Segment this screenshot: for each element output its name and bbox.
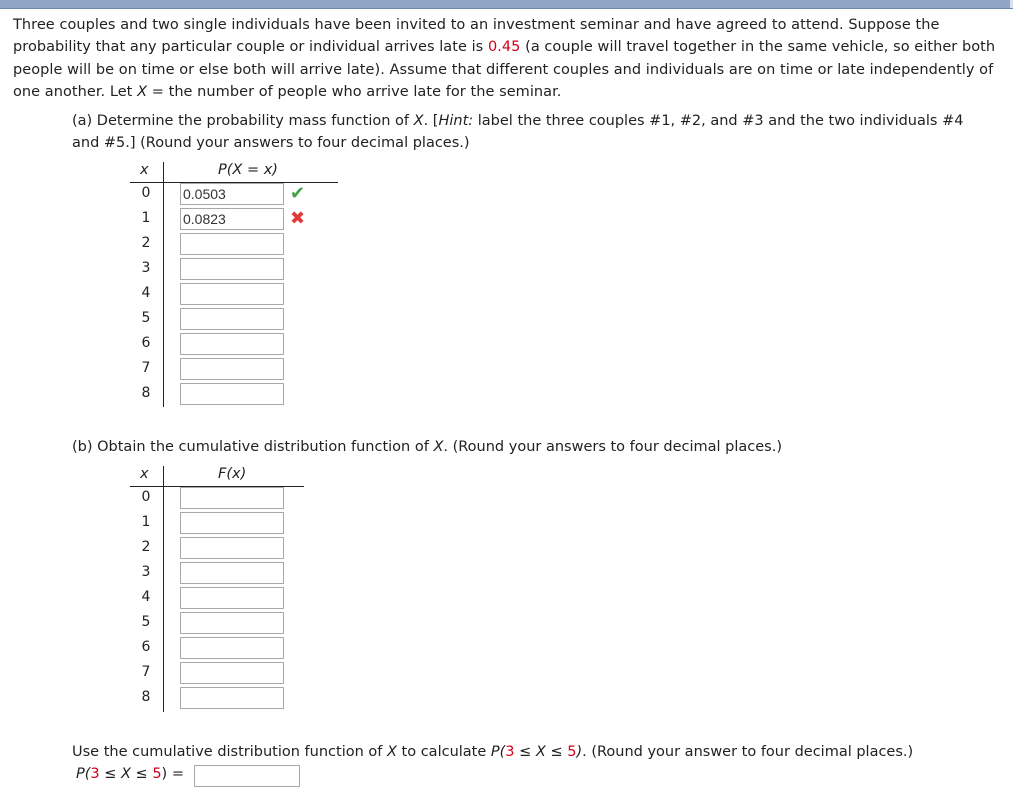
- cross-icon: ✖: [290, 208, 306, 229]
- pmf-row-x: 3: [141, 260, 151, 276]
- final-text-3: . (Round your answer to four decimal places.): [582, 744, 914, 760]
- final-text-1: Use the cumulative distribution function of: [72, 744, 387, 760]
- pmf-row-x: 4: [141, 285, 151, 301]
- cdf-row-x: 3: [141, 564, 151, 580]
- cdf-row-x: 5: [141, 614, 151, 630]
- cdf-header-x: x: [140, 466, 149, 482]
- final-answer-label: P(3 ≤ X ≤ 5) =: [76, 766, 184, 782]
- pmf-input-3[interactable]: [180, 258, 284, 280]
- cdf-input-1[interactable]: [180, 512, 284, 534]
- final-answer-input[interactable]: [194, 765, 300, 787]
- pmf-row-x: 8: [141, 385, 151, 401]
- cdf-row-x: 6: [141, 639, 151, 655]
- cdf-input-0[interactable]: [180, 487, 284, 509]
- part-a-prompt: [72, 110, 992, 155]
- cdf-input-7[interactable]: [180, 662, 284, 684]
- part-b-variable: X: [433, 439, 444, 455]
- cdf-input-5[interactable]: [180, 612, 284, 634]
- pmf-input-4[interactable]: [180, 283, 284, 305]
- final-expression: P(3 ≤ X ≤ 5): [490, 744, 583, 760]
- pmf-table: [130, 162, 340, 407]
- cdf-header-f: F(x): [218, 466, 247, 482]
- cdf-input-8[interactable]: [180, 687, 284, 709]
- pmf-input-7[interactable]: [180, 358, 284, 380]
- hint-label: Hint:: [438, 113, 474, 129]
- cdf-table: [130, 466, 305, 712]
- pmf-input-8[interactable]: [180, 383, 284, 405]
- pmf-row-x: 7: [141, 360, 151, 376]
- part-b-prompt: [72, 436, 992, 458]
- pmf-row-x: 2: [141, 235, 151, 251]
- final-text-2: to calculate: [396, 744, 491, 760]
- part-a-text-2: . [: [423, 113, 439, 129]
- pmf-row-x: 5: [141, 310, 151, 326]
- problem-statement: [13, 14, 998, 103]
- pmf-row-x: 6: [141, 335, 151, 351]
- pmf-input-2[interactable]: [180, 233, 284, 255]
- part-b-text-2: . (Round your answers to four decimal places.): [443, 439, 782, 455]
- pmf-input-0[interactable]: 0.0503: [180, 183, 284, 205]
- part-a-text-1: (a) Determine the probability mass function of: [72, 113, 414, 129]
- pmf-input-5[interactable]: [180, 308, 284, 330]
- part-a-variable: X: [413, 113, 424, 129]
- pmf-header-x: x: [140, 162, 149, 178]
- pmf-header-p: P(X = x): [218, 162, 278, 178]
- pmf-input-1[interactable]: 0.0823: [180, 208, 284, 230]
- top-bar: [0, 0, 1013, 9]
- intro-text-2: (a couple will travel together in the same vehicle, so either both people will be on time or else both will arrive late). Assume that different couples and individuals are on time or late independently of one another. Let: [13, 39, 996, 100]
- cdf-input-4[interactable]: [180, 587, 284, 609]
- final-prompt: [72, 741, 992, 763]
- pmf-row-x: 1: [141, 210, 151, 226]
- cdf-row-x: 1: [141, 514, 151, 530]
- check-icon: ✔: [290, 183, 306, 204]
- intro-text-3: = the number of people who arrive late for the seminar.: [147, 83, 562, 100]
- late-probability: 0.45: [487, 39, 521, 56]
- cdf-row-x: 7: [141, 664, 151, 680]
- intro-variable: X: [137, 83, 148, 100]
- pmf-input-6[interactable]: [180, 333, 284, 355]
- pmf-row-x: 0: [141, 185, 151, 201]
- cdf-input-6[interactable]: [180, 637, 284, 659]
- part-a-text-3: label the three couples #1, #2, and #3 and the two individuals #4 and #5.] (Round your answers to four decimal places.): [72, 113, 964, 152]
- cdf-row-x: 0: [141, 489, 151, 505]
- cdf-vertical-rule: [163, 466, 164, 712]
- final-variable: X: [387, 744, 397, 760]
- cdf-row-x: 4: [141, 589, 151, 605]
- cdf-input-3[interactable]: [180, 562, 284, 584]
- part-b-text-1: (b) Obtain the cumulative distribution function of: [72, 439, 434, 455]
- cdf-input-2[interactable]: [180, 537, 284, 559]
- cdf-row-x: 8: [141, 689, 151, 705]
- cdf-row-x: 2: [141, 539, 151, 555]
- intro-text-1: Three couples and two single individuals have been invited to an investment seminar and have agreed to attend. Suppose the probability that any particular couple or individual arrives late is: [13, 17, 940, 56]
- pmf-vertical-rule: [163, 162, 164, 407]
